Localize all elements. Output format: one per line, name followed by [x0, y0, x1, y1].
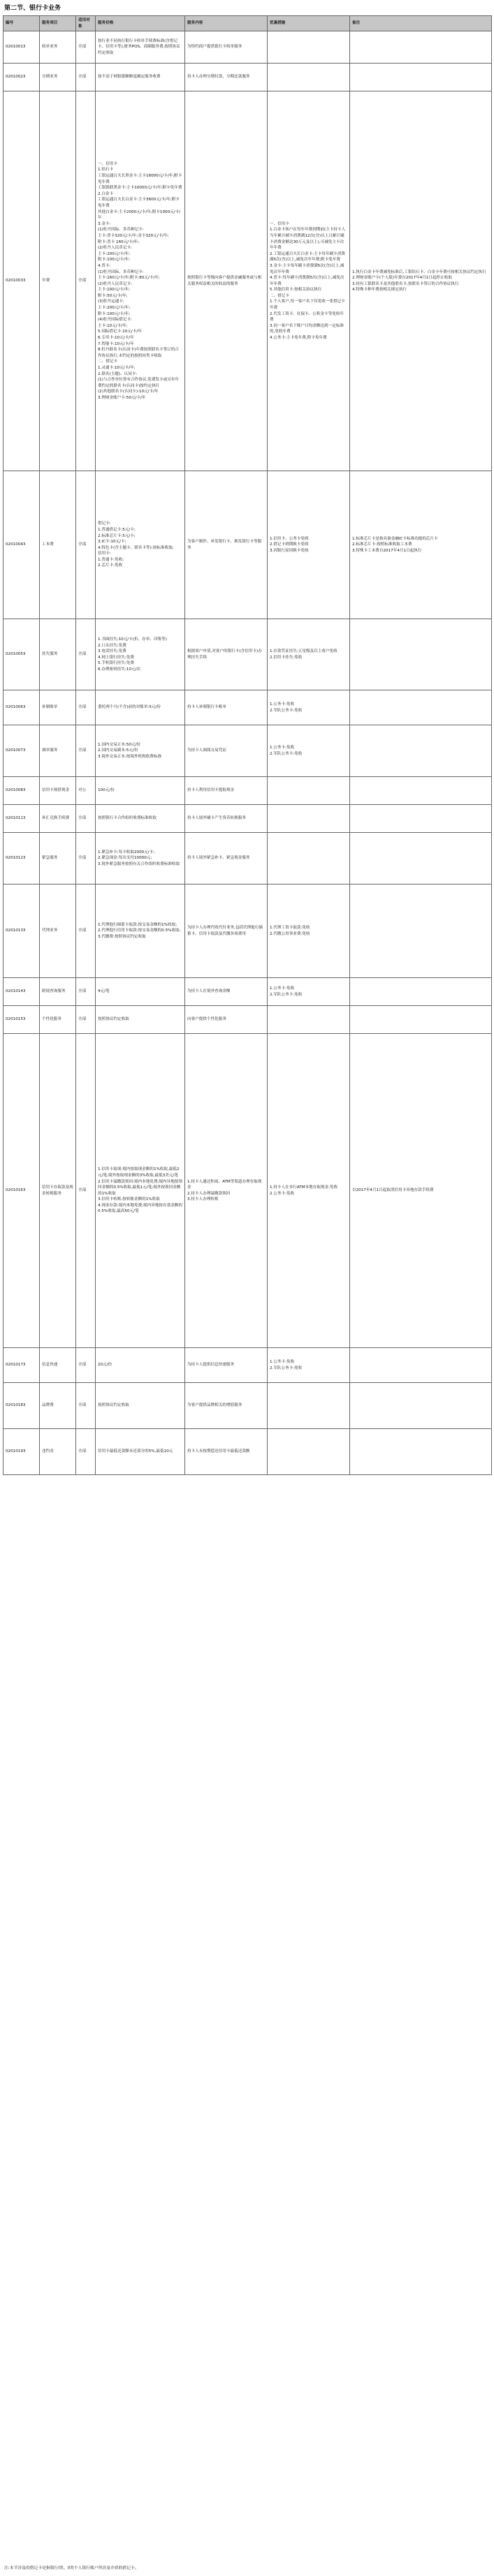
row-price: 1.紧急补卡:每卡收取2000元/卡; 2.紧急现金:每次支付10000元; 3.境外紧急服务按照有关合作组织收费标准收取	[96, 833, 185, 884]
row-item: 代理业务	[40, 884, 76, 978]
row-content: 持卡人补制银行卡账单	[185, 690, 268, 725]
section-title: 第二节、银行卡业务	[4, 5, 61, 12]
row-object: 全部	[76, 1006, 96, 1034]
header-object: 适用对象	[76, 16, 96, 31]
row-note	[350, 978, 492, 1006]
row-code: 02010133	[3, 884, 40, 978]
row-price: 1.信用卡取现:境内按取现金额的1%收取,最低2元/笔;境外按取现金额的3%收取,最低3美元/笔 2.信用卡溢缴款领回:境内本地免费;境内异地按领回金额的0.5%收取,最低1元/笔;境外按领回金额的1%收取 3.信用卡转账:按转账金额的1%收取 4.现金存款:境内本地免费;境内异地按存款金额的0.5%收取,最高50元/笔	[96, 1034, 185, 1348]
row-note	[350, 1348, 492, 1383]
row-price: 按行业不同执行银行卡收单手续费标准(含借记卡、信用卡等),财务POS、商圈服务费,按照协议约定收取	[96, 31, 185, 64]
row-promo	[268, 805, 350, 833]
row-code: 02010183	[3, 1383, 40, 1429]
row-object: 全部	[76, 619, 96, 690]
row-note	[350, 619, 492, 690]
row-code: 02010153	[3, 1006, 40, 1034]
row-promo	[268, 1383, 350, 1429]
row-item: 调单服务	[40, 725, 76, 777]
row-object: 对公	[76, 777, 96, 805]
row-promo: 1.公务卡:免收 2.军队公务卡:免收	[268, 690, 350, 725]
row-note	[350, 690, 492, 725]
row-price: 1.国内交易正本:50元/份 2.国内交易副本:5元/份 3.境外交易正本:按境外机构收费标准	[96, 725, 185, 777]
header-item: 服务项目	[40, 16, 76, 31]
row-note	[350, 1006, 492, 1034]
row-price: 借记卡: 1.普通借记卡:5元/卡; 2.标准芯片卡:5元/卡; 3.IC卡:10元/卡; 4.特色卡(含主题卡、联名卡等):按标准收取; 信用卡: 1.普通卡:免收; 2.芯片卡:免收	[96, 471, 185, 619]
table-row	[3, 471, 492, 619]
row-item: 工本费	[40, 471, 76, 619]
row-promo	[268, 1006, 350, 1034]
row-code: 02010033	[3, 91, 40, 471]
row-object: 全部	[76, 31, 96, 64]
row-code: 02010063	[3, 690, 40, 725]
row-content: 为特约商户提供银行卡收单服务	[185, 31, 268, 64]
row-note	[350, 805, 492, 833]
header-promo: 优惠措施	[268, 16, 350, 31]
row-item: 个性化服务	[40, 1006, 76, 1034]
header-note: 备注	[350, 16, 492, 31]
row-code: 02010013	[3, 31, 40, 64]
row-content: 按照银行卡等级向客户提供金融服务或与相关服务权益相关的权益的服务	[185, 91, 268, 471]
row-price: 4元/笔	[96, 978, 185, 1006]
row-item: 补汇兑换手续费	[40, 805, 76, 833]
table-row	[3, 1006, 492, 1034]
row-note	[350, 31, 492, 64]
row-code: 02010083	[3, 777, 40, 805]
table-row	[3, 1348, 492, 1383]
row-object: 全部	[76, 725, 96, 777]
row-price: 信用卡最低还款额未还部分的5%,最低10元	[96, 1429, 185, 1475]
row-code: 02010113	[3, 805, 40, 833]
header-price: 服务价格	[96, 16, 185, 31]
table-header-row	[3, 16, 492, 31]
table-row	[3, 725, 492, 777]
row-item: 品牌费	[40, 1383, 76, 1429]
row-object: 全部	[76, 1348, 96, 1383]
row-price: 20元/份	[96, 1348, 185, 1383]
table-row	[3, 978, 492, 1006]
row-item: 分期业务	[40, 64, 76, 91]
row-code: 02010053	[3, 619, 40, 690]
row-content: 持卡人办理分期付款、分期还款服务	[185, 64, 268, 91]
row-promo: 一、信用卡 1.白金卡客户在每年年费到期前(主卡持卡人当年累计刷卡消费满12次(含)以上且累计刷卡消费金额达30万元及以上),可减免主卡次年年费 2.工银运通百夫长白金卡:主卡每年刷卡消费满5次(含)以上,减免次年年费;附卡免年费 3.金卡:主卡每年刷卡消费满5次(含)以上,减免次年年费 4.普卡:每年刷卡消费满5次(含)以上,减免次年年费 5.其他信用卡:按相关协议执行 二、借记卡 1.个人客户,每一客户名下仅免收一张借记卡年费 2.代发工资卡、社保卡、公积金卡等免收年费 3.同一客户名下账户日均余额达到一定标准的,免收年费 4.公务卡:主卡免年费,附卡免年费	[268, 91, 350, 471]
table-row	[3, 690, 492, 725]
row-promo	[268, 1429, 350, 1475]
row-object: 全部	[76, 1383, 96, 1429]
row-note	[350, 833, 492, 884]
row-item: 跨境查询服务	[40, 978, 76, 1006]
header-code: 编号	[3, 16, 40, 31]
row-item: 信用卡存取款及现金转账服务	[40, 1034, 76, 1348]
row-price: 按照协议约定收取	[96, 1006, 185, 1034]
row-promo: 1.公务卡:免收 2.军队公务卡:免收	[268, 978, 350, 1006]
row-item: 收单业务	[40, 31, 76, 64]
row-promo: 1.信用卡、公务卡免收 2.借记卡到期换卡免收 3.因银行原因换卡免收	[268, 471, 350, 619]
row-code: 02010173	[3, 1348, 40, 1383]
row-promo	[268, 64, 350, 91]
row-object: 全部	[76, 690, 96, 725]
row-promo: 1.公务卡:免收 2.军队公务卡:免收	[268, 725, 350, 777]
row-item: 年费	[40, 91, 76, 471]
row-price: 按照协议约定收取	[96, 1383, 185, 1429]
footnote: 注:本节涉及的借记卡是指银行I类、II类个人银行账户所涉及介质的借记卡。	[4, 2566, 139, 2570]
row-item: 补制账单	[40, 690, 76, 725]
row-object: 全部	[76, 833, 96, 884]
row-item: 挂失服务	[40, 619, 76, 690]
row-promo: 1.公务卡:免收 2.军队公务卡:免收	[268, 1348, 350, 1383]
table-row	[3, 805, 492, 833]
row-code: 02010193	[3, 1429, 40, 1475]
row-content: 持卡人境外刷卡产生货币转换服务	[185, 805, 268, 833]
row-item: 违约金	[40, 1429, 76, 1475]
row-price: 按不高于网银限额额度确定服务收费	[96, 64, 185, 91]
row-object: 全部	[76, 64, 96, 91]
row-object: 全部	[76, 471, 96, 619]
table-row	[3, 833, 492, 884]
table-row	[3, 91, 492, 471]
row-item: 紧急服务	[40, 833, 76, 884]
table-row	[3, 31, 492, 64]
row-note	[350, 884, 492, 978]
row-price: 一、信用卡 1.钻石卡 工银运通百夫长黑金卡:主卡16000元/卡/年;附卡免年费 工银银联黑金卡:主卡10000元/卡/年;附卡免年费 2.白金卡 工银运通百夫长白金卡:主卡3600元/卡/年;附卡免年费 其他白金卡:主卡2000元/卡/年;附卡1000元/卡/年 3.金卡: (1)牡丹国际、多币种记卡: 主卡:普卡320元/卡/年;金卡320元/卡/年; 附卡:普卡 160元/卡/年; (2)牡丹人民币记卡: 主卡:200元/卡/年; 附卡:100元/卡/年; 4.普卡: (1)牡丹国际、多币种记卡: 主卡:160元/卡/年;附卡:80元/卡/年; (2)牡丹人民币记卡: 主卡:100元/卡/年; 附卡:50元/卡/年; (3)牡丹运通卡: 主卡:200元/卡/年; 附卡:100元/卡/年; (4)牡丹国际借记卡: 主卡:10元/卡/年; 5.国际借记卡:10元/卡/年 6.专用卡:10元/卡/年 7.智能卡:10元/卡/年 8.牡丹联名卡(认同卡)年费按照联名卡签订的合作协议执行,未约定的按照同类卡收取 二、借记卡 1.灵通卡:10元/卡/年; 2.联名(主题)、认同卡: (1)与合作单位签有合作协议,免费发卡或另有年费约定的联名卡(认同卡)按约定执行 (2)其他联名卡(认同卡):10元/卡/年 3.理财金账户卡:50元/卡/年	[96, 91, 185, 471]
table-row	[3, 1383, 492, 1429]
row-object: 全部	[76, 1034, 96, 1348]
row-code: 02010023	[3, 64, 40, 91]
row-content: 持卡人未按期偿还信用卡最低还款额	[185, 1429, 268, 1475]
row-content: 为客户制作、补发银行卡、换发银行卡等服务	[185, 471, 268, 619]
row-price: 按照银行卡合作组织收费标准收取	[96, 805, 185, 833]
row-promo	[268, 833, 350, 884]
row-note	[350, 64, 492, 91]
row-content: 向客户提供个性化服务	[185, 1006, 268, 1034]
header-content: 服务内容	[185, 16, 268, 31]
row-content: 根据客户申请,对客户的银行卡(含信用卡)办理挂失手续	[185, 619, 268, 690]
row-price: 100元/份	[96, 777, 185, 805]
row-note	[350, 725, 492, 777]
row-promo: 1.存款凭证挂失:五星级及以上客户免收 2.信用卡挂失:免收	[268, 619, 350, 690]
row-item: 信息快递	[40, 1348, 76, 1383]
row-object: 全部	[76, 805, 96, 833]
row-code: 02010043	[3, 471, 40, 619]
row-object: 全部	[76, 978, 96, 1006]
row-content: 持卡人利用信用卡提取现金	[185, 777, 268, 805]
row-note	[350, 777, 492, 805]
row-promo: 1.持卡人在本行ATM本地存取现金:免收 2.公务卡:免收	[268, 1034, 350, 1348]
row-content: 为持卡人提供信息快递服务	[185, 1348, 268, 1383]
table-row	[3, 777, 492, 805]
row-note	[350, 1383, 492, 1429]
row-promo	[268, 31, 350, 64]
row-code: 02010073	[3, 725, 40, 777]
table-row	[3, 884, 492, 978]
row-code: 02010143	[3, 978, 40, 1006]
table-row	[3, 619, 492, 690]
row-content: 1.持卡人通过柜面、ATM等渠道办理存取现金 2.持卡人办理溢缴款领回 3.持卡人办理转账	[185, 1034, 268, 1348]
row-note	[350, 1429, 492, 1475]
row-note: 1.标准芯片卡是指具备金融IC卡标准功能的芯片卡 2.标准芯片卡:按照标准收取工本费 3.特殊卡工本费自2017年4月1日起执行	[350, 471, 492, 619]
row-promo: 1.代理工资卡取款:免收 2.代缴公用事业费:免收	[268, 884, 350, 978]
table-row	[3, 1429, 492, 1475]
row-price: 委托两个月(不含)前的对账单:5元/份	[96, 690, 185, 725]
row-note: 自2017年4月1日起取消信用卡异地存款手续费	[350, 1034, 492, 1348]
row-content: 为持卡人在境外查询余额	[185, 978, 268, 1006]
row-content: 为持卡人调阅交易凭证	[185, 725, 268, 777]
row-object: 全部	[76, 91, 96, 471]
row-note: 1.执行白金卡年费减免标准后,工银钻石卡、白金卡年费可按相关协议约定执行 2.理财金账户卡(个人版)年费自2017年4月1日起停止收取 3.持有工银联名卡及其他联名卡,按联名卡签订的合作协议执行 4.特殊卡种年费按相关规定执行	[350, 91, 492, 471]
row-object: 全部	[76, 1429, 96, 1475]
row-content: 为持卡人办理代收代付业务,包括代理他行储蓄卡、信用卡取款及代缴各项费用	[185, 884, 268, 978]
table-row	[3, 64, 492, 91]
row-object: 全部	[76, 884, 96, 978]
fee-table	[3, 15, 492, 1475]
row-code: 02010163	[3, 1034, 40, 1348]
table-row	[3, 1034, 492, 1348]
row-code: 02010123	[3, 833, 40, 884]
row-promo	[268, 777, 350, 805]
row-item: 信用卡预借现金	[40, 777, 76, 805]
row-price: 1.书面挂失:10元/卡(折、存单、印鉴等) 2.口头挂失:免费 3.电话挂失:免费 4.网上银行挂失:免费 5.手机银行挂失:免费 6.办理密码挂失:10元/次	[96, 619, 185, 690]
row-content: 持卡人境外紧急补卡、紧急现金服务	[185, 833, 268, 884]
row-content: 为客户提供品牌相关的增值服务	[185, 1383, 268, 1429]
row-price: 1.代理他行储蓄卡取款:按交易金额的1%收取; 2.代理他行信用卡取款:按交易金额的0.5%收取; 3.代缴费:按照协议约定收取	[96, 884, 185, 978]
